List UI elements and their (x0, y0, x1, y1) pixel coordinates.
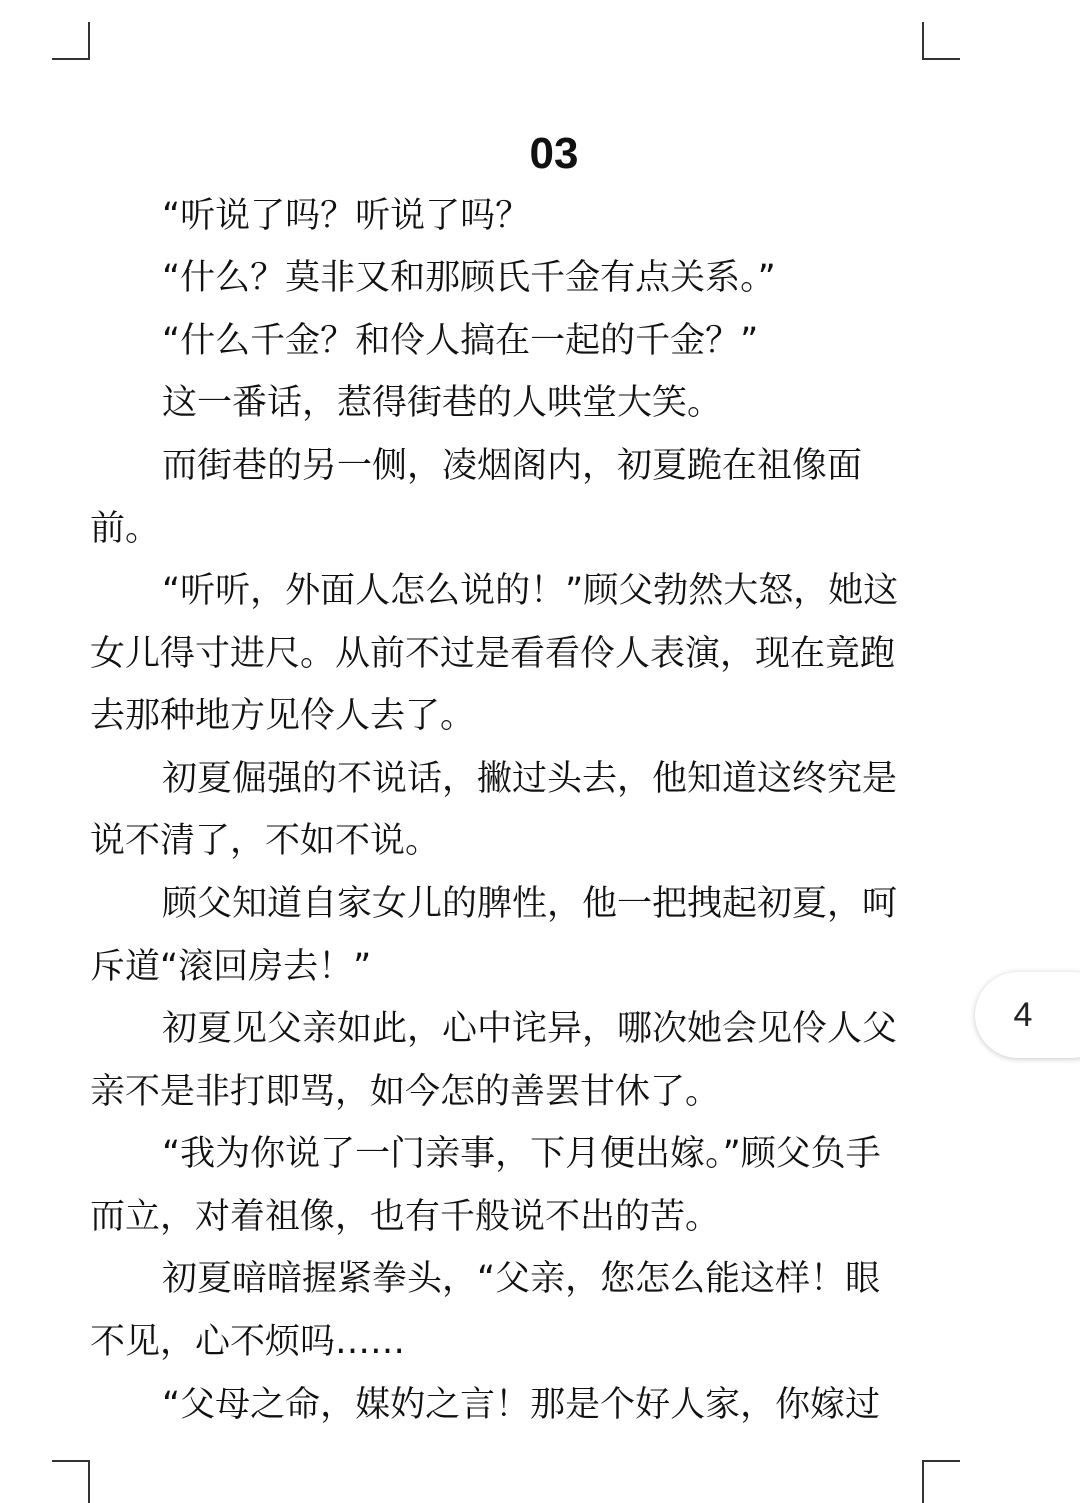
text-line: “什么千金？和伶人搞在一起的千金？” (162, 321, 759, 361)
page-number-label: 4 (1013, 996, 1033, 1034)
chapter-title: 03 (529, 129, 579, 178)
text-line: 这一番话，惹得街巷的人哄堂大笑。 (162, 383, 723, 423)
crop-mark-top-right-vertical (922, 22, 924, 60)
crop-mark-top-left-vertical (88, 22, 90, 60)
crop-mark-top-right-horizontal (922, 58, 960, 60)
text-line: “听说了吗？听说了吗？ (162, 196, 531, 236)
page-number-indicator[interactable] (975, 972, 1080, 1058)
crop-mark-bottom-right-horizontal (922, 1460, 960, 1462)
text-line: 而立，对着祖像，也有千般说不出的苦。 (90, 1197, 721, 1237)
text-line: “父母之命，媒妁之言！那是个好人家，你嫁过 (162, 1385, 881, 1425)
text-line: 前。 (90, 509, 161, 549)
text-line: 初夏倔强的不说话，撇过头去，他知道这终究是 (162, 759, 898, 799)
text-line: 去那种地方见伶人去了。 (90, 696, 476, 736)
text-line: “我为你说了一门亲事，下月便出嫁。”顾父负手 (162, 1134, 881, 1174)
text-line: 说不清了，不如不说。 (90, 821, 441, 861)
text-line: 不见，心不烦吗…… (90, 1322, 406, 1362)
text-line: 初夏暗暗握紧拳头，“父亲，您怎么能这样！眼 (162, 1259, 881, 1299)
crop-mark-bottom-left-horizontal (52, 1460, 90, 1462)
crop-mark-bottom-right-vertical (922, 1460, 924, 1503)
text-line: “什么？莫非又和那顾氏千金有点关系。” (162, 258, 776, 298)
text-line: 斥道“滚回房去！” (90, 947, 372, 987)
crop-mark-top-left-horizontal (52, 58, 90, 60)
text-line: 而街巷的另一侧，凌烟阁内，初夏跪在祖像面 (162, 446, 863, 486)
text-line: 顾父知道自家女儿的脾性，他一把拽起初夏，呵 (162, 884, 898, 924)
text-line: 女儿得寸进尺。从前不过是看看伶人表演，现在竟跑 (90, 634, 896, 674)
text-line: 亲不是非打即骂，如今怎的善罢甘休了。 (90, 1072, 721, 1112)
text-line: “听听，外面人怎么说的！”顾父勃然大怒，她这 (162, 571, 899, 611)
text-line: 初夏见父亲如此，心中诧异，哪次她会见伶人父 (162, 1009, 898, 1049)
crop-mark-bottom-left-vertical (88, 1460, 90, 1503)
